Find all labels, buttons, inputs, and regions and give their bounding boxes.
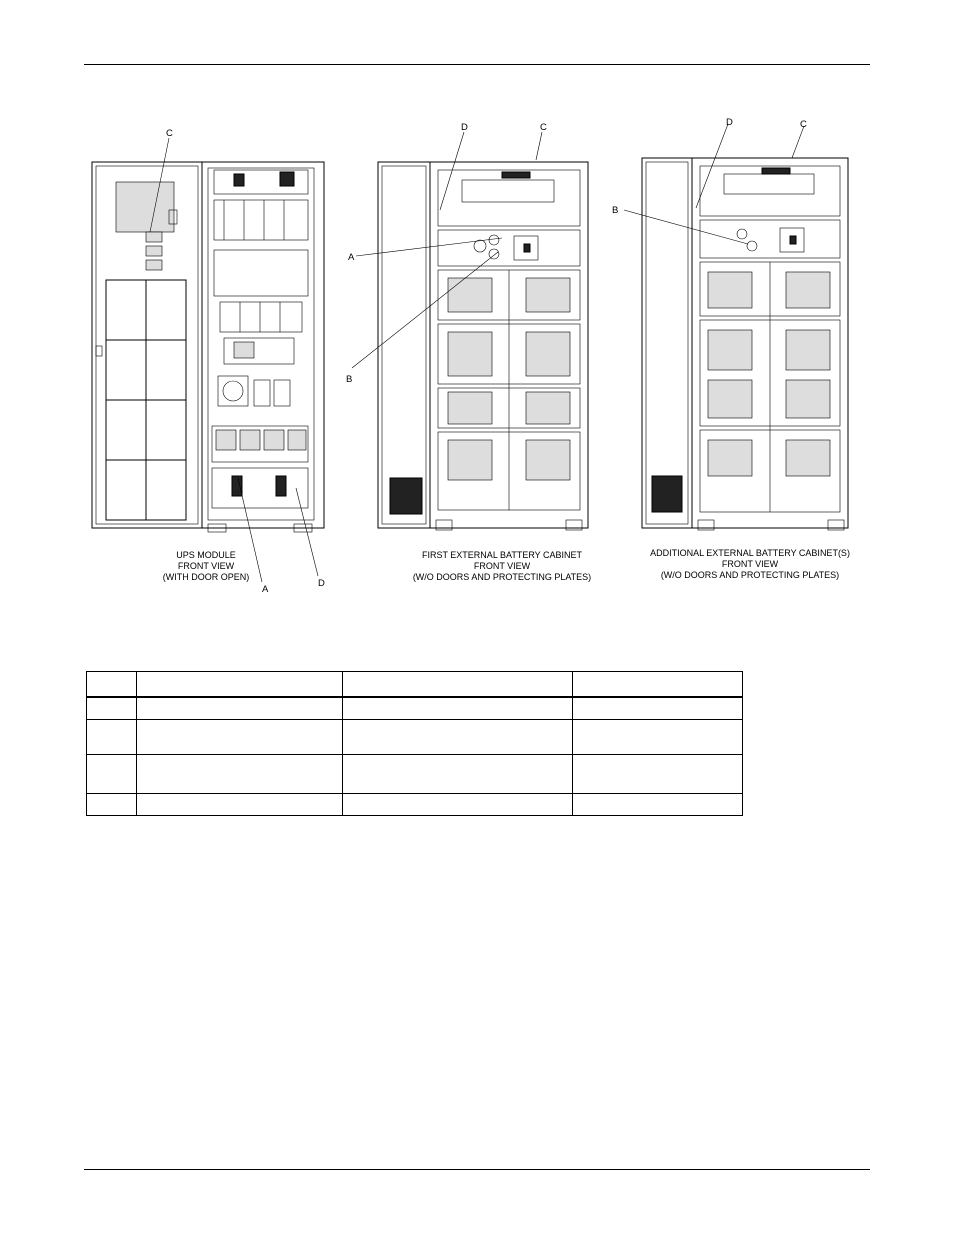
additional-battery-cabinet-drawing xyxy=(624,124,848,530)
table-row xyxy=(87,794,743,816)
additional-caption-line-1: ADDITIONAL EXTERNAL BATTERY CABINET(S) xyxy=(650,548,850,558)
table-header-cell xyxy=(573,672,743,698)
table-cell xyxy=(137,755,343,794)
ups-label-d: D xyxy=(318,578,325,589)
table-row xyxy=(87,720,743,755)
table-cell xyxy=(573,720,743,755)
first-caption-line-3: (W/O DOORS AND PROTECTING PLATES) xyxy=(412,572,592,582)
table-cell xyxy=(137,794,343,816)
table-header-row xyxy=(87,672,743,698)
table-header-cell xyxy=(343,672,573,698)
first-caption-line-1: FIRST EXTERNAL BATTERY CABINET xyxy=(421,550,583,560)
ups-module-drawing xyxy=(92,138,324,582)
first-label-d: D xyxy=(461,122,468,133)
table-cell xyxy=(343,794,573,816)
table-cell xyxy=(87,755,137,794)
table-header-cell xyxy=(137,672,343,698)
table-cell xyxy=(87,794,137,816)
ups-caption-line-1: UPS MODULE xyxy=(176,550,236,560)
additional-label-b: B xyxy=(612,205,619,216)
additional-label-c: C xyxy=(800,119,807,130)
table-cell xyxy=(87,720,137,755)
table-cell xyxy=(573,755,743,794)
table-cell xyxy=(343,697,573,720)
table-row xyxy=(87,697,743,720)
table-cell xyxy=(137,720,343,755)
first-label-b: B xyxy=(346,374,353,385)
component-legend-table xyxy=(86,671,743,816)
table-header-cell xyxy=(87,672,137,698)
table-cell xyxy=(87,697,137,720)
cabinet-front-views-figure xyxy=(84,110,870,600)
additional-caption-line-3: (W/O DOORS AND PROTECTING PLATES) xyxy=(660,570,840,580)
first-label-c: C xyxy=(540,122,547,133)
first-caption-line-2: FRONT VIEW xyxy=(473,561,531,571)
table-cell xyxy=(573,697,743,720)
table-cell xyxy=(343,755,573,794)
footer-rule xyxy=(84,1169,870,1170)
ups-caption-line-2: FRONT VIEW xyxy=(177,561,235,571)
first-battery-cabinet-drawing xyxy=(352,132,588,530)
ups-label-a: A xyxy=(262,584,269,595)
first-label-a: A xyxy=(348,252,355,263)
table-cell xyxy=(343,720,573,755)
additional-label-d: D xyxy=(726,117,733,128)
ups-caption-line-3: (WITH DOOR OPEN) xyxy=(162,572,250,582)
table-cell xyxy=(137,697,343,720)
table-cell xyxy=(573,794,743,816)
table-row xyxy=(87,755,743,794)
additional-caption-line-2: FRONT VIEW xyxy=(721,559,779,569)
ups-label-c: C xyxy=(166,128,173,139)
header-rule xyxy=(84,64,870,65)
